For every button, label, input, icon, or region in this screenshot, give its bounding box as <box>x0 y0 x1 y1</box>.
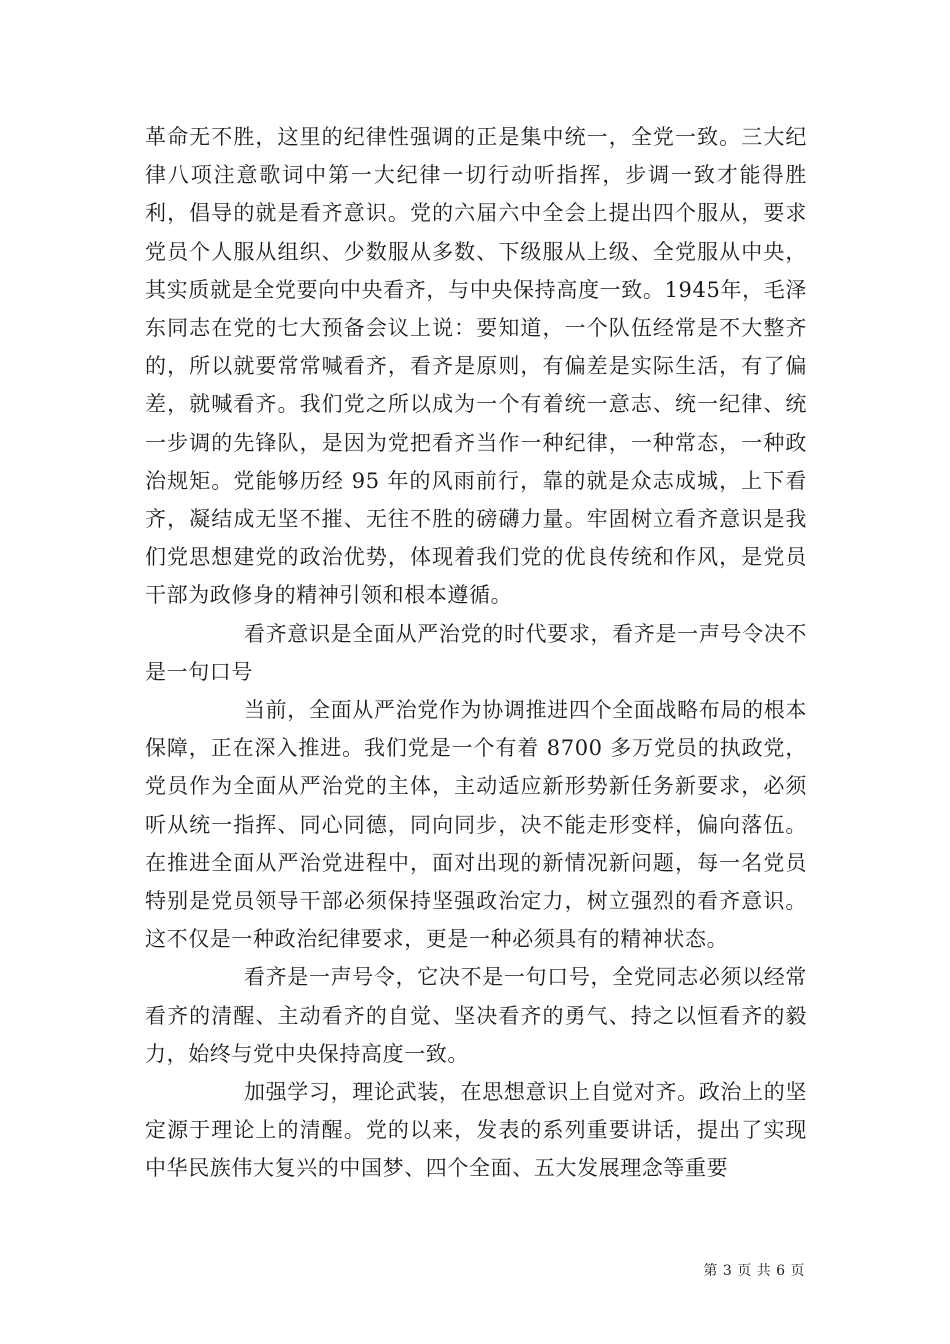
paragraph-2: 看齐意识是全面从严治党的时代要求，看齐是一声号令决不是一句口号 <box>145 621 807 684</box>
paragraph-1: 革命无不胜，这里的纪律性强调的正是集中统一，全党一致。三大纪律八项注意歌词中第一大纪律一切行动听指挥，步调一致才能得胜利，倡导的就是看齐意识。党的六届六中全会上提出四个服从，要求党员个人服从组织、少数服从多数、下级服从上级、全党服从中央，其实质就是全党要向中央看齐，与中央保持高度一致。1945年，毛泽东同志在党的七大预备会议上说：要知道，一个队伍经常是不大整齐的，所以就要常常喊看齐，看齐是原则，有偏差是实际生活，有了偏差，就喊看齐。我们党之所以成为一个有着统一意志、统一纪律、统一步调的先锋队，是因为党把看齐当作一种纪律，一种常态，一种政治规矩。党能够历经 95 年的风雨前行，靠的就是众志成城，上下看齐，凝结成无坚不摧、无往不胜的磅礴力量。牢固树立看齐意识是我们党思想建党的政治优势，体现着我们党的优良传统和作风，是党员干部为政修身的精神引领和根本遵循。 <box>145 125 807 608</box>
paragraph-5: 加强学习，理论武装，在思想意识上自觉对齐。政治上的坚定源于理论上的清醒。党的以来，发表的系列重要讲话，提出了实现中华民族伟大复兴的中国梦、四个全面、五大发展理念等重要 <box>145 1080 807 1181</box>
paragraph-4: 看齐是一声号令，它决不是一句口号，全党同志必须以经常看齐的清醒、主动看齐的自觉、坚决看齐的勇气、持之以恒看齐的毅力，始终与党中央保持高度一致。 <box>145 965 807 1066</box>
paragraph-3: 当前，全面从严治党作为协调推进四个全面战略布局的根本保障，正在深入推进。我们党是一个有着 8700 多万党员的执政党，党员作为全面从严治党的主体，主动适应新形势新任务新要求，必须听从统一指挥、同心同德，同向同步，决不能走形变样，偏向落伍。在推进全面从严治党进程中，面对出现的新情况新问题，每一名党员特别是党员领导干部必须保持坚强政治定力，树立强烈的看齐意识。这不仅是一种政治纪律要求，更是一种必须具有的精神状态。 <box>145 698 807 952</box>
document-body <box>145 118 807 1188</box>
page-number-footer: 第 3 页 共 6 页 <box>703 1263 805 1279</box>
